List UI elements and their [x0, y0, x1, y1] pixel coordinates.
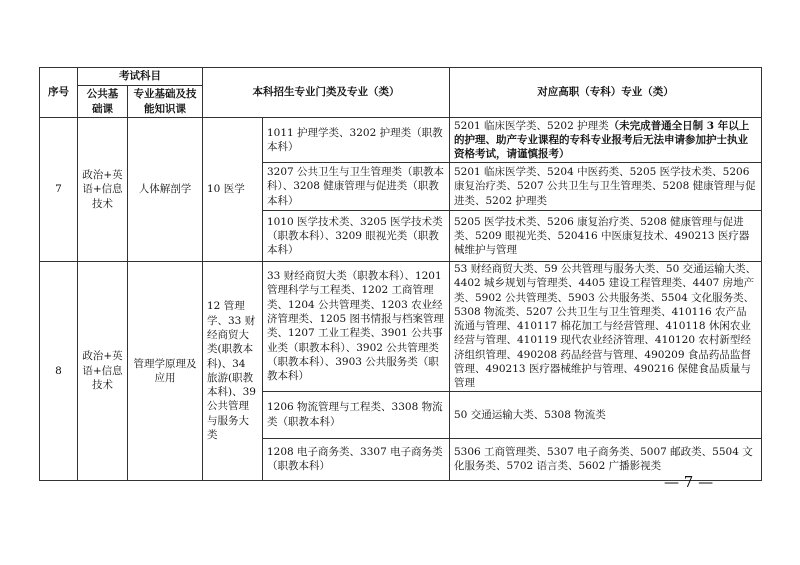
- header-exam-subjects: 考试科目: [78, 68, 203, 86]
- vocational-cell: 5205 医学技术类、5206 康复治疗类、5208 健康管理与促进类、5209 眼视光类、520416 中医康复技术、490213 医疗器械维护与管理: [450, 211, 762, 262]
- major-cell: 1010 医学技术类、3205 医学技术类（职教本科）、3209 眼视光类（职教本科）: [263, 211, 450, 262]
- vocational-cell: [450, 118, 762, 163]
- seq-cell: 8: [40, 262, 78, 481]
- vocational-text: 5201 临床医学类、5202 护理类: [454, 119, 609, 132]
- prof-course-cell: 管理学原理及应用: [128, 262, 203, 481]
- major-cell: 3207 公共卫生与卫生管理类（职教本科）、3208 健康管理与促进类（职教本科）: [263, 163, 450, 211]
- public-course-cell: 政治+英语+信息技术: [78, 118, 128, 262]
- category-cell: 10 医学: [203, 118, 263, 262]
- vocational-warning: （未完成普通全日制 3 年以上的护理、助产专业课程的专科专业报考后无法申请参加护士执业资格考试，请谨慎报考）: [454, 119, 750, 161]
- vocational-cell: 5201 临床医学类、5204 中医药类、5205 医学技术类、5206 康复治疗类、5207 公共卫生与卫生管理类、5208 健康管理与促进类、5202 护理类: [450, 163, 762, 211]
- vocational-cell: 5306 工商管理类、5307 电子商务类、5007 邮政类、5504 文化服务类、5702 语言类、5602 广播影视类: [450, 438, 762, 480]
- major-cell: 1011 护理学类、3202 护理类（职教本科）: [263, 118, 450, 163]
- header-undergrad-majors: 本科招生专业门类及专业（类）: [203, 68, 450, 118]
- header-row-1: [40, 68, 762, 86]
- public-course-cell: 政治+英语+信息技术: [78, 262, 128, 481]
- vocational-cell: 50 交通运输大类、5308 物流类: [450, 391, 762, 438]
- header-seq: 序号: [40, 68, 78, 118]
- vocational-cell: 53 财经商贸大类、59 公共管理与服务大类、50 交通运输大类、4402 城乡规划与管理类、4405 建设工程管理类、4407 房地产类、5902 公共管理类、5903 公共服务类、5504 文化服务类、5308 物流类、5207 公共卫生与卫生管理类、410116 农产品流通与管理、410117 棉花加工与经营管理、410118 休闲农业经营与管理、410119 现代农业经济管理、410120 农村新型经济组织管理、490208 药品经营与管理、490209 食品药品监督管理、490213 医疗器械维护与管理、490216 保健食品质量与管理: [450, 262, 762, 392]
- table-row: [40, 118, 762, 163]
- category-cell: 12 管理学、33 财经商贸大类(职教本科)、34 旅游(职教本科)、39 公共管理与服务大类: [203, 262, 263, 481]
- seq-cell: 7: [40, 118, 78, 262]
- major-cell: 33 财经商贸大类（职教本科）、1201 管理科学与工程类、1202 工商管理类、1204 公共管理类、1203 农业经济管理类、1205 图书情报与档案管理类、1207 工业工程类、3901 公共事业类（职教本科）、3902 公共管理类（职教本科）、3903 公共服务类（职教本科）: [263, 262, 450, 392]
- table-row: [40, 262, 762, 392]
- header-prof-basic: 专业基础及技能知识课: [128, 86, 203, 118]
- major-cell: 1206 物流管理与工程类、3308 物流类（职教本科）: [263, 391, 450, 438]
- major-cell: 1208 电子商务类、3307 电子商务类（职教本科）: [263, 438, 450, 480]
- header-public-basic: 公共基础课: [78, 86, 128, 118]
- header-vocational-majors: 对应高职（专科）专业（类）: [450, 68, 762, 118]
- prof-course-cell: 人体解剖学: [128, 118, 203, 262]
- admission-table: [39, 67, 762, 481]
- page-number: — 7 —: [664, 473, 714, 491]
